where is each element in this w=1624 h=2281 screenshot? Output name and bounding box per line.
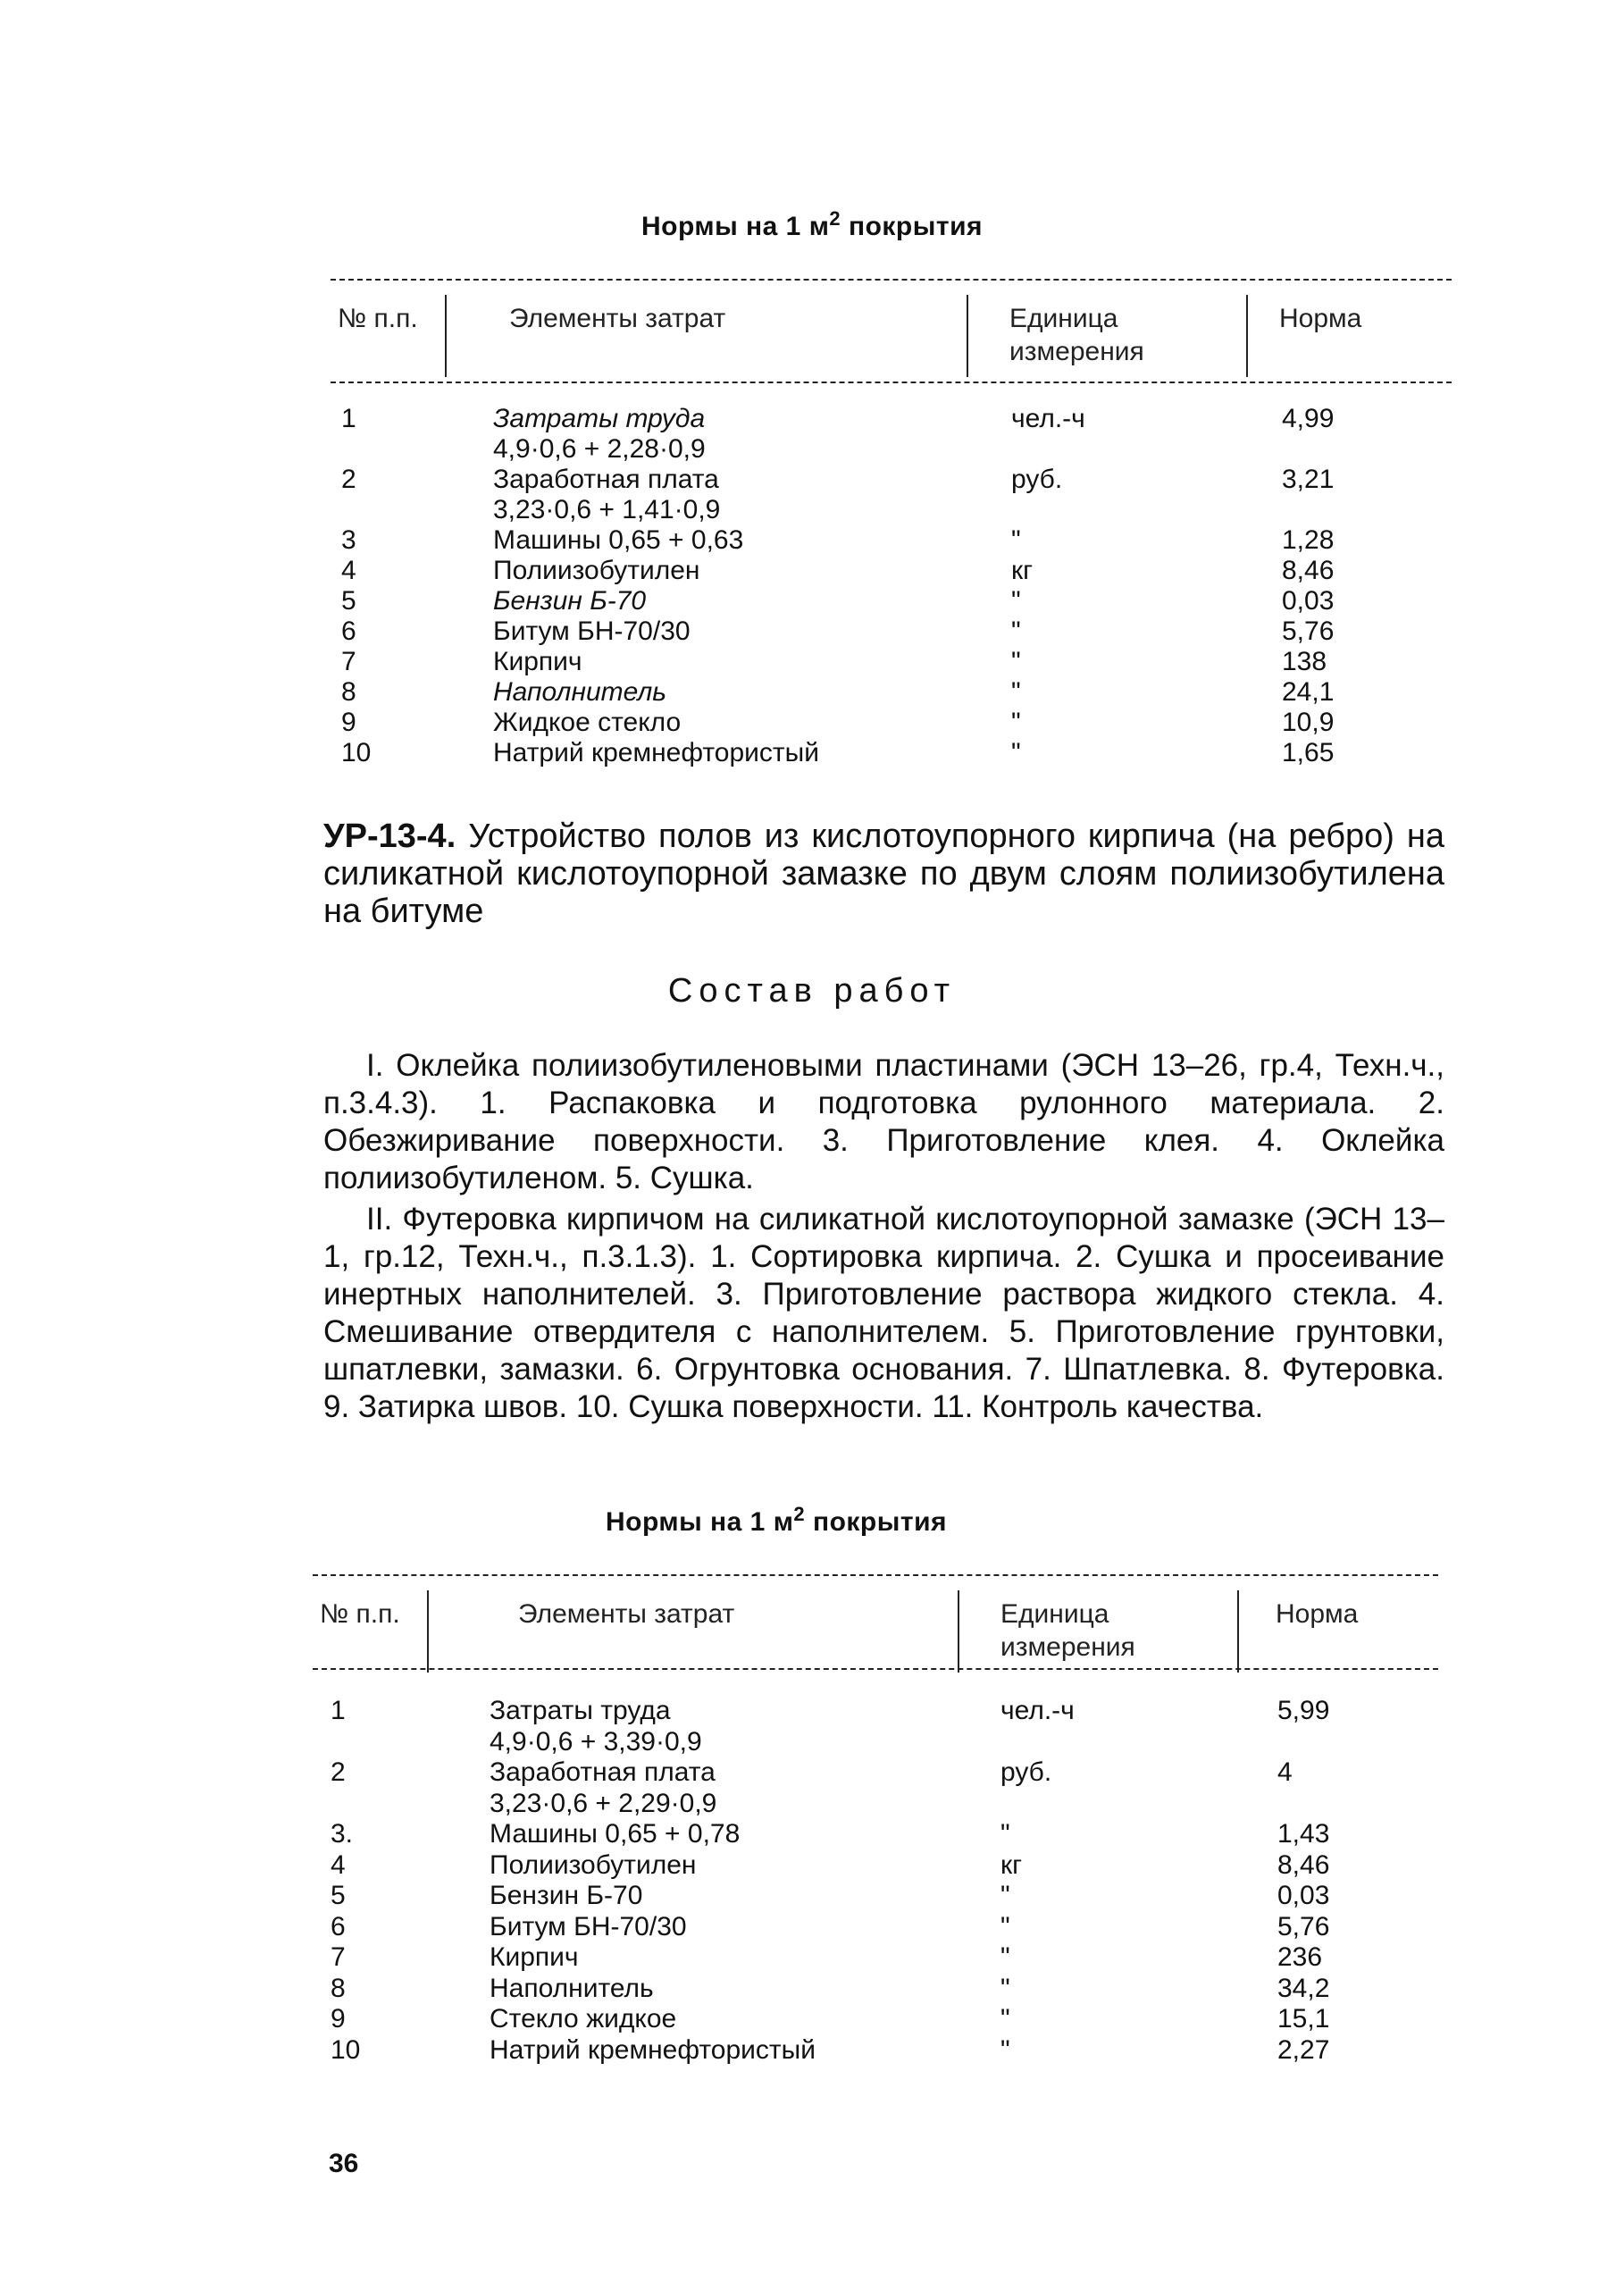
row-norm: 5,76: [1277, 1911, 1330, 1941]
table-column-divider: [1237, 1590, 1239, 1673]
row-norm: 1,28: [1282, 525, 1335, 555]
row-norm: 1,65: [1282, 738, 1335, 767]
table2-title-prefix: Нормы на 1 м: [605, 1507, 794, 1537]
row-num: 1: [331, 1696, 346, 1725]
row-element-name: Бензин Б-70: [490, 1881, 643, 1910]
row-element-name: Полиизобутилен: [490, 1849, 697, 1880]
table-column-divider: [958, 1590, 959, 1673]
row-num: 6: [341, 616, 356, 646]
row-num: 7: [331, 1942, 346, 1972]
row-unit: ": [1000, 2004, 1010, 2034]
table1-title-sup: 2: [829, 207, 841, 230]
row-element-name: Бензин Б-70: [493, 586, 647, 616]
row-element-name: Полиизобутилен: [493, 556, 700, 585]
row-element-name: Заработная плата: [493, 465, 719, 494]
row-norm: 3,21: [1282, 465, 1335, 494]
row-element-name: Кирпич: [490, 1942, 579, 1972]
table2-title-suffix: покрытия: [805, 1507, 948, 1537]
row-norm: 8,46: [1282, 556, 1335, 585]
header-unit-line1: Единица: [1000, 1599, 1109, 1629]
row-norm: 5,76: [1282, 616, 1335, 646]
row-num: 8: [341, 677, 356, 707]
section-code: УР-13-4.: [323, 818, 456, 855]
table-column-divider: [967, 295, 968, 377]
row-element-name: Машины 0,65 + 0,78: [490, 1819, 741, 1849]
table2-title: [0, 1503, 1588, 1538]
row-num: 1: [341, 404, 356, 433]
table-column-divider: [445, 295, 447, 377]
row-unit: ": [1011, 738, 1021, 767]
row-unit: кг: [1000, 1849, 1023, 1880]
work-paragraph-1: I. Оклейка полиизобутиленовыми пластинами (ЭСН 13–26, гр.4, Техн.ч., п.3.4.3). 1. Распаковка и подготовка рулонного материала. 2. Обезжиривание поверхности. 3. Приготовление клея. 4. Оклейка полиизобутиленом. 5. Сушка.: [323, 1048, 1444, 1195]
row-unit: ": [1000, 1942, 1010, 1972]
row-element-name: Битум БН-70/30: [490, 1911, 687, 1941]
row-unit: руб.: [1000, 1757, 1052, 1787]
row-formula: 4,9·0,6 + 2,28·0,9: [493, 434, 706, 464]
row-element-name: Натрий кремнефтористый: [490, 2034, 816, 2065]
row-element-name: Машины 0,65 + 0,63: [493, 525, 744, 555]
row-element-name: Наполнитель: [493, 677, 667, 707]
row-unit: ": [1000, 2034, 1010, 2065]
row-norm: 138: [1282, 647, 1327, 676]
row-num: 9: [331, 2004, 346, 2034]
table-column-divider: [427, 1590, 429, 1673]
row-formula: 4,9·0,6 + 3,39·0,9: [490, 1726, 702, 1757]
row-element-name: Жидкое стекло: [493, 708, 682, 737]
work-paragraph-2: II. Футеровка кирпичом на силикатной кислотоупорной замазке (ЭСН 13–1, гр.12, Техн.ч., п.3.1.3). 1. Сортировка кирпича. 2. Сушка и просеивание инертных наполнителей. 3. Приготовление раствора жидкого стекла. 4. Смешивание отвердителя с наполнителем. 5. Приготовление грунтовки, шпатлевки, замазки. 6. Огрунтовка основания. 7. Шпатлевка. 8. Футеровка. 9. Затирка швов. 10. Сушка поверхности. 11. Контроль качества.: [323, 1202, 1444, 1424]
row-num: 4: [341, 556, 356, 585]
row-num: 4: [331, 1849, 346, 1880]
header-norm: Норма: [1276, 1599, 1359, 1629]
row-num: 3: [341, 525, 356, 555]
row-num: 7: [341, 647, 356, 676]
header-elements: Элементы затрат: [518, 1599, 735, 1629]
table2-title-sup: 2: [793, 1503, 806, 1525]
row-norm: 5,99: [1277, 1696, 1330, 1725]
row-num: 5: [341, 586, 356, 616]
row-element-name: Битум БН-70/30: [493, 616, 691, 646]
table1-title-prefix: Нормы на 1 м: [640, 212, 830, 241]
norms-table-1: [331, 279, 1452, 767]
row-unit: кг: [1011, 556, 1034, 585]
section-heading: [323, 818, 1444, 930]
section-heading-text: Устройство полов из кислотоупорного кирпича (на ребро) на силикатной кислотоупорной замазке по двум слоям полиизобутилена на битуме: [323, 818, 1444, 930]
row-formula: 3,23·0,6 + 1,41·0,9: [493, 495, 721, 524]
row-num: 5: [331, 1881, 346, 1910]
row-norm: 0,03: [1277, 1881, 1330, 1910]
row-element-name: Наполнитель: [490, 1973, 654, 2003]
row-norm: 24,1: [1282, 677, 1335, 707]
header-unit-line2: измерения: [1000, 1632, 1135, 1662]
row-num: 2: [341, 465, 356, 494]
row-unit: ": [1011, 677, 1021, 707]
row-norm: 15,1: [1277, 2004, 1330, 2034]
row-unit: ": [1000, 1911, 1010, 1941]
table-top-rule: [331, 279, 1452, 281]
row-element-name: Натрий кремнефтористый: [493, 738, 819, 767]
row-num: 2: [331, 1757, 346, 1787]
row-unit: ": [1000, 1881, 1010, 1910]
row-unit: ": [1000, 1819, 1010, 1849]
row-norm: 4: [1277, 1757, 1293, 1787]
row-unit: ": [1011, 525, 1021, 555]
table-column-divider: [1246, 295, 1248, 377]
row-norm: 10,9: [1282, 708, 1335, 737]
norms-table-2: [313, 1574, 1438, 2084]
row-norm: 236: [1277, 1942, 1323, 1972]
row-unit: ": [1000, 1973, 1010, 2003]
row-element-name: Стекло жидкое: [490, 2004, 677, 2034]
row-unit: чел.-ч: [1000, 1696, 1075, 1725]
row-norm: 34,2: [1277, 1973, 1330, 2003]
row-unit: ": [1011, 616, 1021, 646]
row-num: 9: [341, 708, 356, 737]
row-norm: 8,46: [1277, 1849, 1330, 1880]
row-num: 10: [331, 2034, 361, 2065]
row-norm: 1,43: [1277, 1819, 1330, 1849]
row-num: 10: [341, 738, 372, 767]
table1-title-suffix: покрытия: [841, 212, 984, 241]
header-num: № п.п.: [338, 304, 418, 333]
row-unit: чел.-ч: [1011, 404, 1085, 433]
table1-title: [0, 207, 1624, 242]
row-norm: 4,99: [1282, 404, 1335, 433]
row-element-name: Затраты труда: [493, 404, 706, 433]
header-elements: Элементы затрат: [509, 304, 726, 333]
row-norm: 0,03: [1282, 586, 1335, 616]
row-num: 8: [331, 1973, 346, 2003]
header-num: № п.п.: [320, 1599, 400, 1629]
row-num: 6: [331, 1911, 346, 1941]
row-formula: 3,23·0,6 + 2,29·0,9: [490, 1788, 717, 1818]
row-element-name: Заработная плата: [490, 1757, 716, 1787]
header-unit-line1: Единица: [1009, 304, 1118, 333]
row-element-name: Затраты труда: [490, 1696, 671, 1725]
row-unit: ": [1011, 647, 1021, 676]
table-top-rule: [313, 1574, 1438, 1576]
page-number: 36: [329, 2149, 359, 2178]
row-num: 3.: [331, 1819, 354, 1849]
header-unit-line2: измерения: [1009, 337, 1144, 366]
row-element-name: Кирпич: [493, 647, 582, 676]
composition-title: Состав работ: [667, 972, 957, 1010]
table-header-rule: [313, 1668, 1438, 1670]
table-header-rule: [331, 382, 1452, 383]
row-unit: ": [1011, 708, 1021, 737]
row-norm: 2,27: [1277, 2034, 1330, 2065]
header-norm: Норма: [1279, 304, 1362, 333]
row-unit: ": [1011, 586, 1021, 616]
row-unit: руб.: [1011, 465, 1063, 494]
